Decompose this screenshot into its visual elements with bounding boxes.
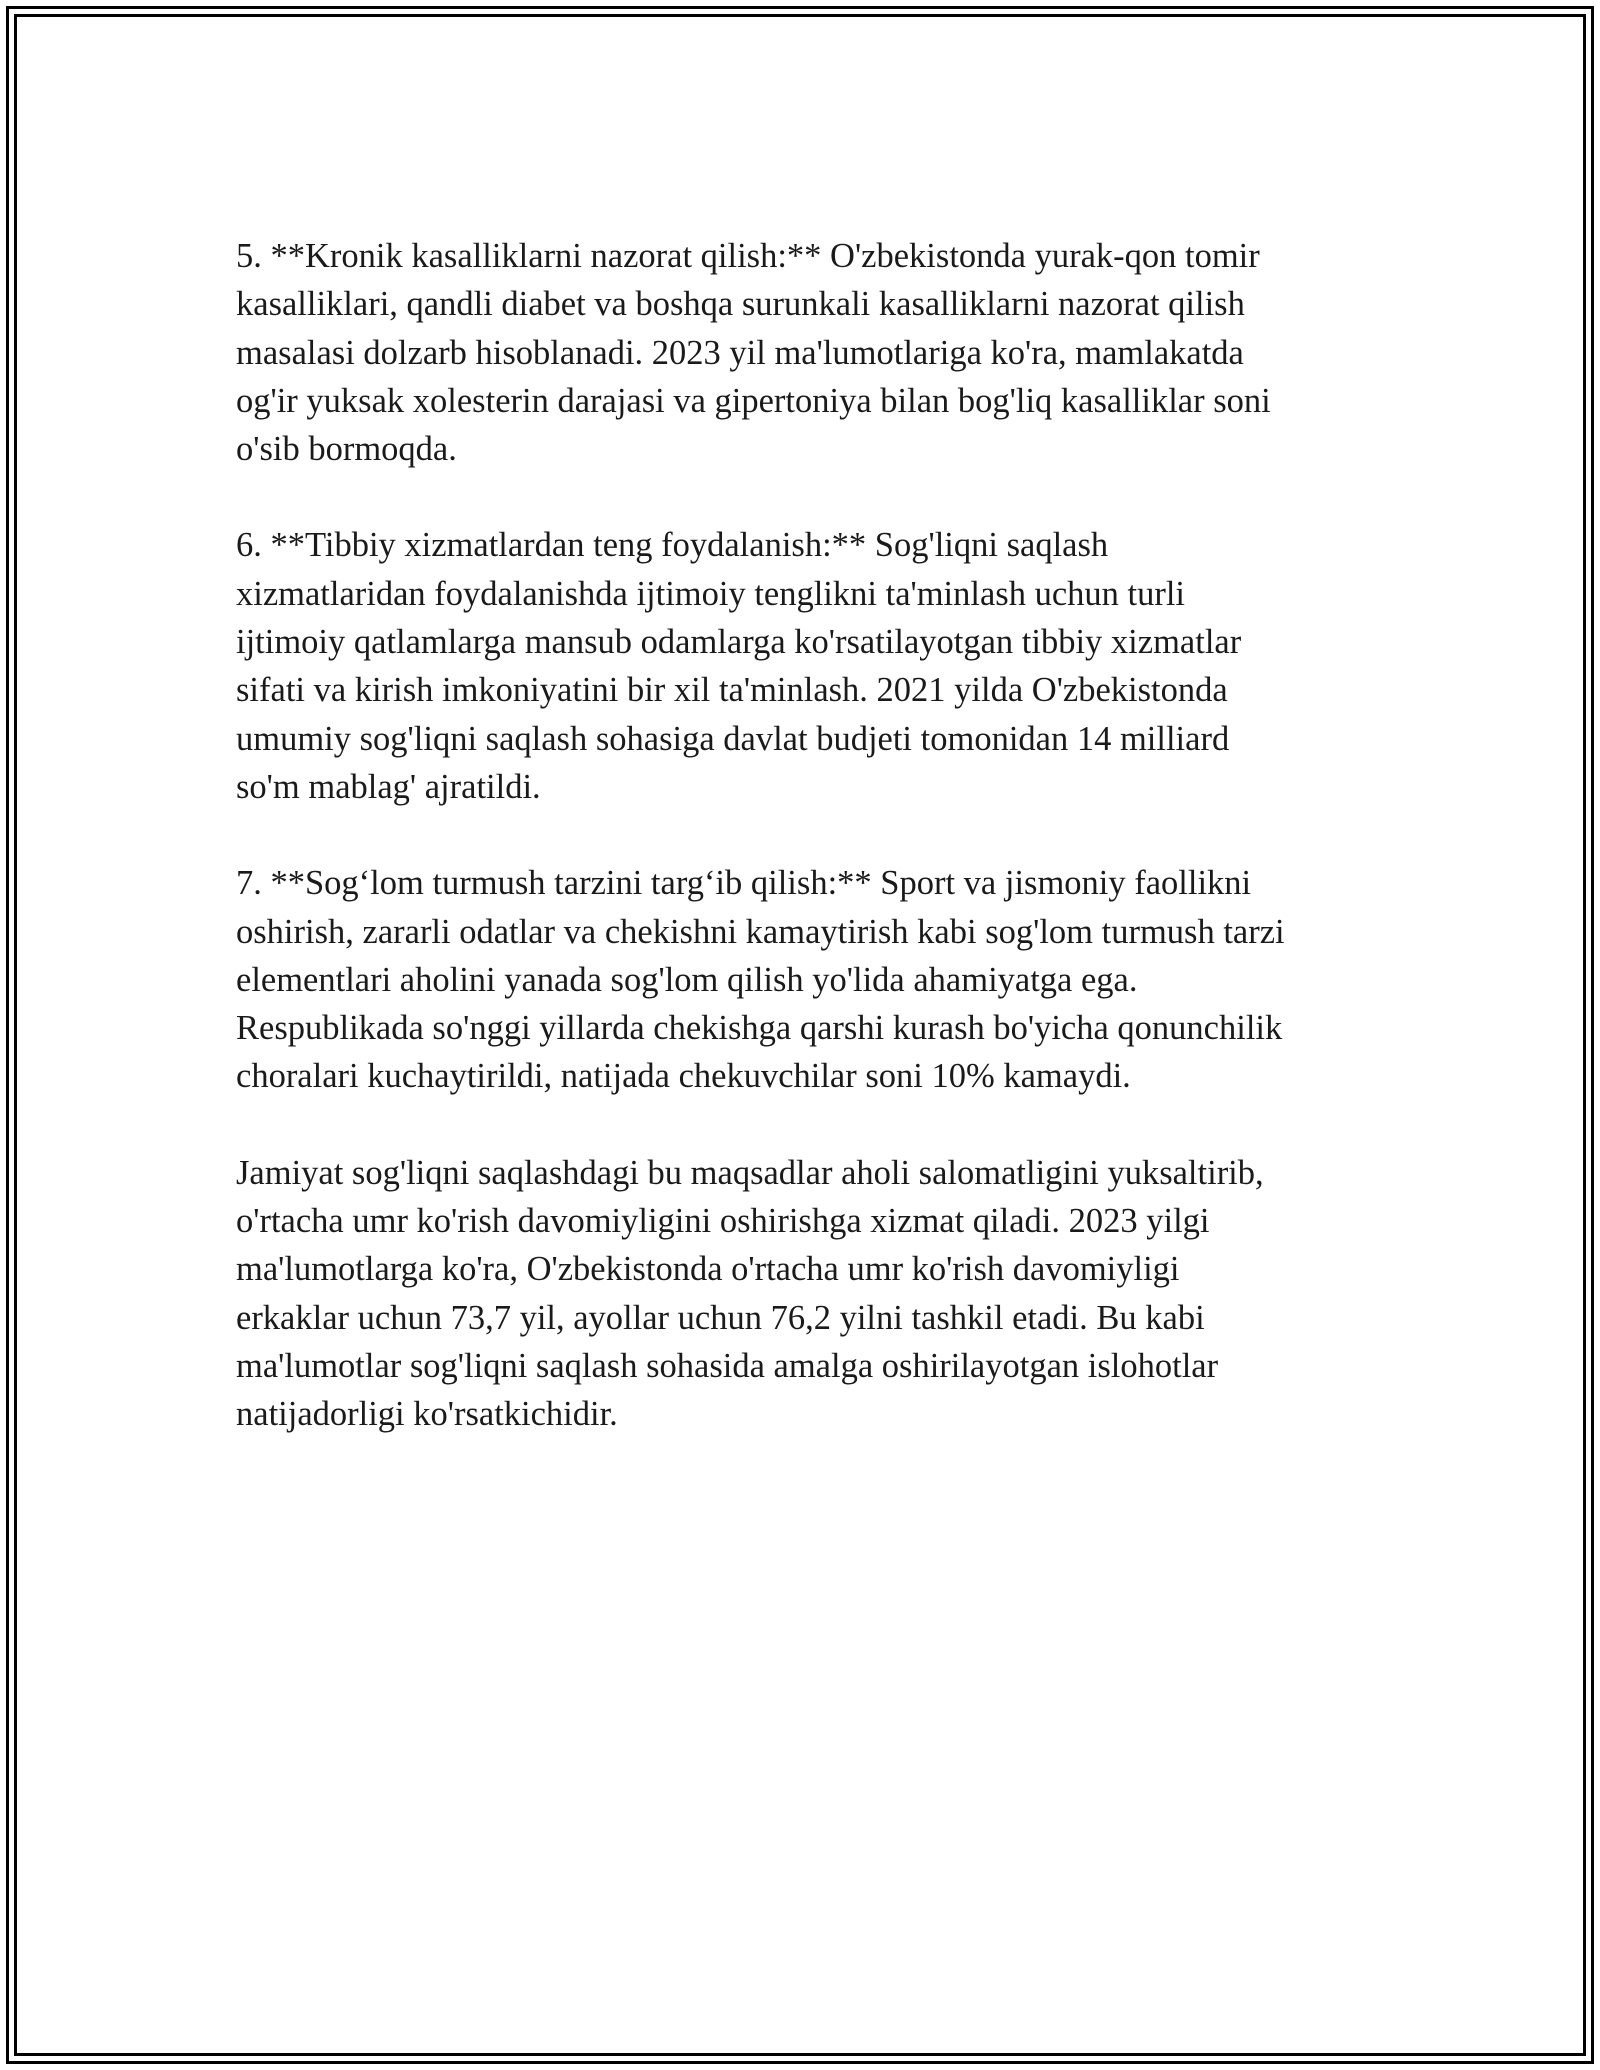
- paragraph-chronic-disease-control: 5. **Kronik kasalliklarni nazorat qilish:** O'zbekistonda yurak-qon tomir kasalliklari, qandli diabet va boshqa surunkali kasalliklarni nazorat qilish masalasi dolzarb hisoblanadi. 2023 yil ma'lumotlariga ko'ra, mamlakatda og'ir yuksak xolesterin darajasi va gipertoniya bilan bog'liq kasalliklar soni o'sib bormoqda.: [236, 237, 1271, 469]
- paragraph-healthy-lifestyle-promotion: 7. **Sog‘lom turmush tarzini targ‘ib qilish:** Sport va jismoniy faollikni oshirish, zararli odatlar va chekishni kamaytirish kabi sog'lom turmush tarzi elementlari aholini yanada sog'lom qilish yo'lida ahamiyatga ega. Respublikada so'nggi yillarda chekishga qarshi kurash bo'yicha qonunchilik choralari kuchaytirildi, natijada chekuvchilar soni 10% kamaydi.: [236, 864, 1285, 1096]
- paragraph-conclusion-life-expectancy: Jamiyat sog'liqni saqlashdagi bu maqsadlar aholi salomatligini yuksaltirib, o'rtacha umr ko'rish davomiyligini oshirishga xizmat qiladi. 2023 yilgi ma'lumotlarga ko'ra, O'zbekistonda o'rtacha umr ko'rish davomiyligi erkaklar uchun 73,7 yil, ayollar uchun 76,2 yilni tashkil etadi. Bu kabi ma'lumotlar sog'liqni saqlash sohasida amalga oshirilayotgan islohotlar natijadorligi ko'rsatkichidir.: [236, 1153, 1264, 1434]
- document-body: [236, 232, 1366, 1487]
- paragraph-equal-access-medical-services: 6. **Tibbiy xizmatlardan teng foydalanish:** Sog'liqni saqlash xizmatlaridan foydalanishda ijtimoiy tenglikni ta'minlash uchun turli ijtimoiy qatlamlarga mansub odamlarga ko'rsatilayotgan tibbiy xizmatlar sifati va kirish imkoniyatini bir xil ta'minlash. 2021 yilda O'zbekistonda umumiy sog'liqni saqlash sohasiga davlat budjeti tomonidan 14 milliard so'm mablag' ajratildi.: [236, 526, 1242, 806]
